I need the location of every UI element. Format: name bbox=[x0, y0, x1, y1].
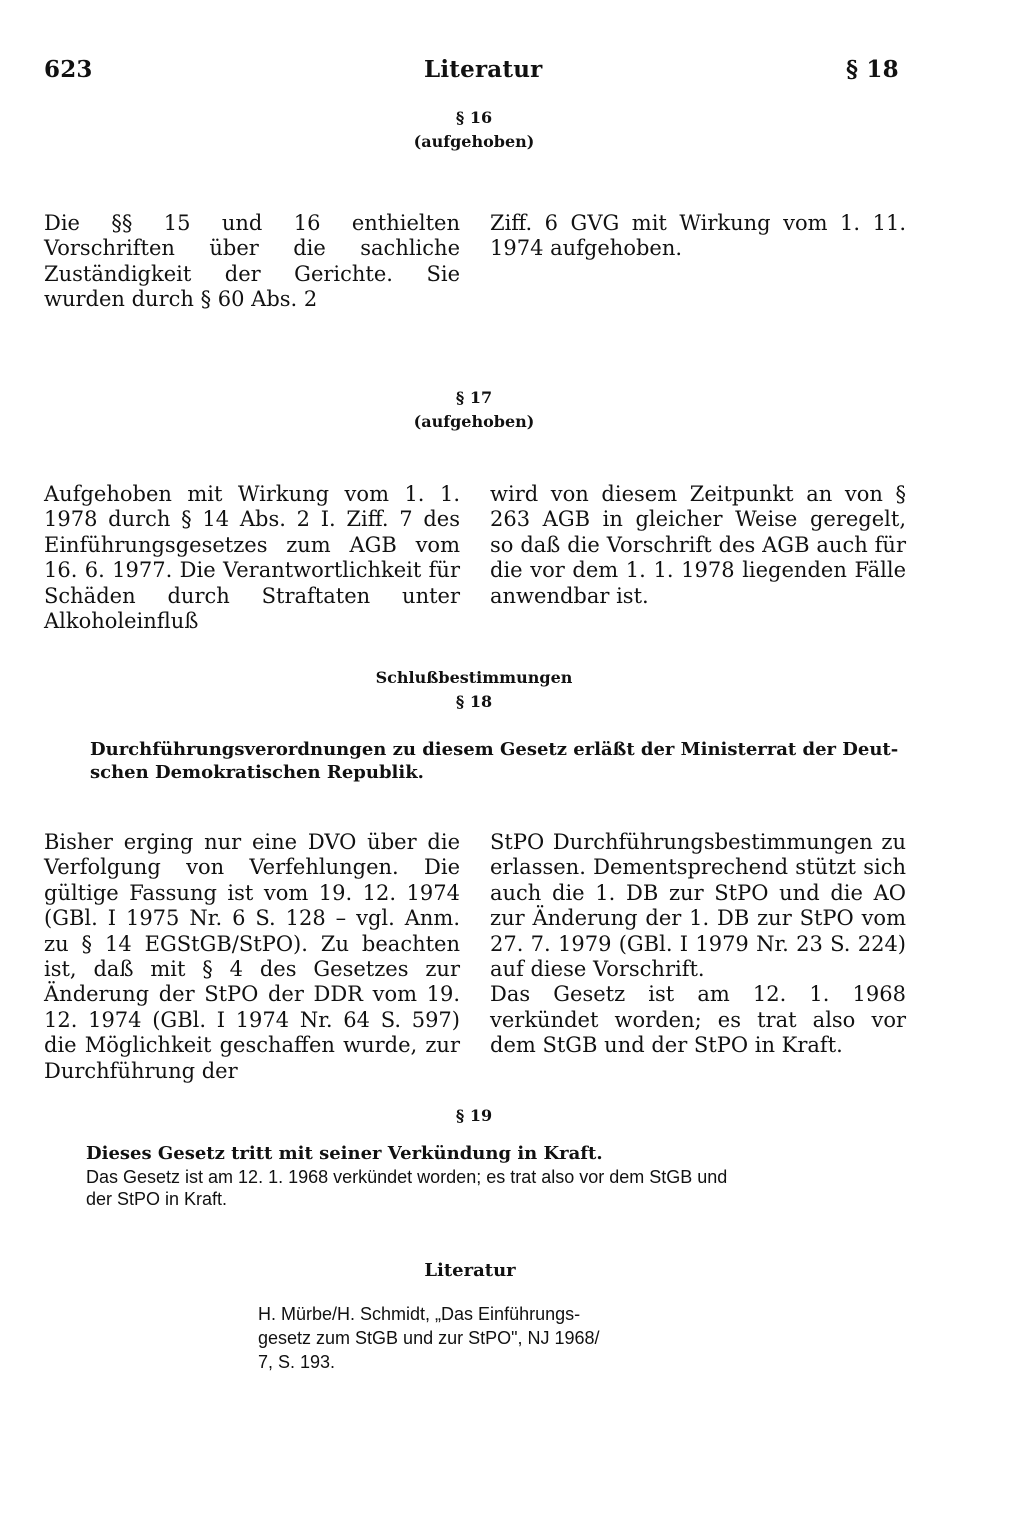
section-18-commentary-right: StPO Durchführungsbestimmungen zu erlassen. Dementsprechend stützt sich auch die 1. DB zur StPO und die AO zur Änderung der 1. DB zur StPO vom 27. 7. 1979 (GBl. I 1979 Nr. 23 S. 224) auf diese Vorschrift. Das Gesetz ist am 12. 1. 1968 verkündet worden; es trat also vor dem StGB und der StPO in Kraft. bbox=[490, 830, 906, 1058]
page-number: 623 bbox=[44, 56, 93, 83]
section-19-note: Das Gesetz ist am 12. 1. 1968 verkündet worden; es trat also vor dem StGB und der StPO in Kraft. bbox=[86, 1167, 728, 1209]
section-16-commentary-left: Die §§ 15 und 16 enthielten Vorschriften über die sachliche Zuständigkeit der Gerichte. Sie wurden durch § 60 Abs. 2 bbox=[44, 211, 460, 312]
literature-reference: H. Mürbe/H. Schmidt, „Das Einführungs- gesetz zum StGB und zur StPO", NJ 1968/ 7, S. 193. bbox=[258, 1304, 600, 1372]
section-17-status: (aufgehoben) bbox=[413, 412, 535, 431]
section-19-law-text: Dieses Gesetz tritt mit seiner Verkündung in Kraft. bbox=[86, 1143, 603, 1164]
section-16-heading bbox=[374, 106, 574, 154]
section-17-heading bbox=[374, 386, 574, 434]
section-18-commentary-left: Bisher erging nur eine DVO über die Verfolgung von Verfehlungen. Die gültige Fassung ist vom 19. 12. 1974 (GBl. I 1975 Nr. 6 S. 128 – vgl. Anm. zu § 14 EGStGB/StPO). Zu beachten ist, daß mit § 4 des Gesetzes zur Änderung der StPO der DDR vom 19. 12. 1974 (GBl. I 1974 Nr. 64 S. 597) die Möglichkeit geschaffen wurde, zur Durchführung der bbox=[44, 830, 460, 1083]
section-17-number: § 17 bbox=[455, 388, 493, 407]
section-18-law-text: Durchführungsverordnungen zu diesem Gesetz erläßt der Ministerrat der Deut- schen Demokratischen Republik. bbox=[90, 739, 899, 783]
section-18-number: § 18 bbox=[455, 692, 493, 711]
section-17-commentary-left: Aufgehoben mit Wirkung vom 1. 1. 1978 durch § 14 Abs. 2 I. Ziff. 7 des Einführungsgesetzes zum AGB vom 16. 6. 1977. Die Verantwortlichkeit für Schäden durch Straftaten unter Alkoholeinfluß bbox=[44, 482, 460, 634]
section-18-heading bbox=[324, 666, 624, 714]
running-title: Literatur bbox=[424, 56, 543, 83]
running-section: § 18 bbox=[846, 56, 899, 83]
literature-heading: Literatur bbox=[424, 1260, 516, 1281]
section-17-commentary-right: wird von diesem Zeitpunkt an von § 263 AGB in gleicher Weise geregelt, so daß die Vorschrift des AGB auch für die vor dem 1. 1. 1978 liegenden Fälle anwendbar ist. bbox=[490, 482, 906, 608]
section-16-commentary-right: Ziff. 6 GVG mit Wirkung vom 1. 11. 1974 aufgehoben. bbox=[490, 211, 906, 261]
section-19-number: § 19 bbox=[455, 1106, 493, 1125]
final-provisions-heading: Schlußbestimmungen bbox=[375, 668, 573, 687]
section-16-status: (aufgehoben) bbox=[413, 132, 535, 151]
section-16-number: § 16 bbox=[455, 108, 493, 127]
